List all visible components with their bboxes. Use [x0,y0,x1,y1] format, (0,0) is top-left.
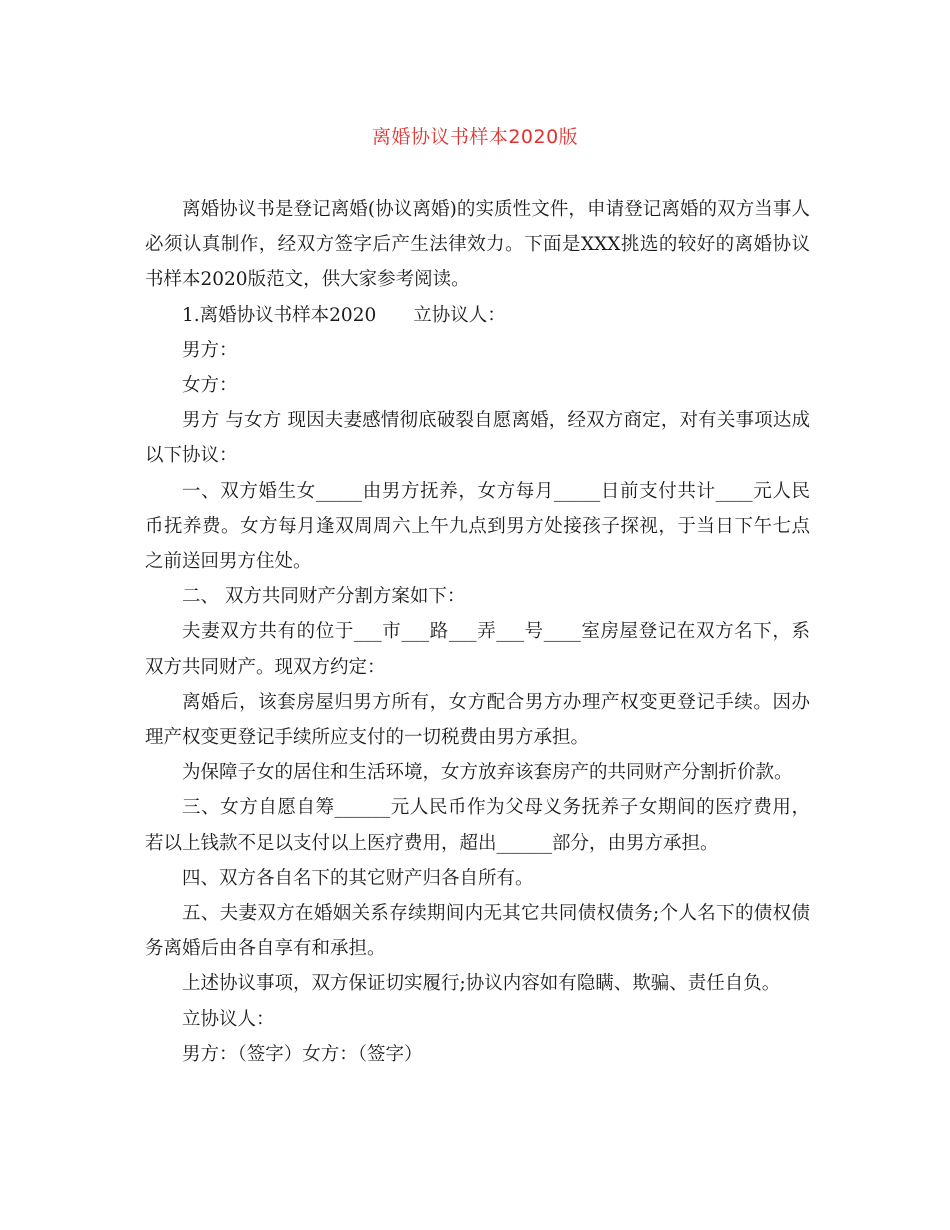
paragraph-guarantee: 上述协议事项，双方保证切实履行;协议内容如有隐瞒、欺骗、责任自负。 [182,973,781,995]
paragraph-clause-5: 五、夫妻双方在婚姻关系存续期间内无其它共同债权债务;个人名下的债权债务离婚后由各自享有和承担。 [145,903,810,960]
paragraph-signatories: 立协议人： [182,1008,275,1030]
paragraph-agreement-preamble: 男方 与女方 现因夫妻感情彻底破裂自愿离婚，经双方商定，对有关事项达成以下协议： [145,410,810,467]
paragraph-clause-4: 四、双方各自名下的其它财产归各自所有。 [182,867,534,889]
paragraph-clause-1: 一、双方婚生女_____由男方抚养，女方每月_____日前支付共计____元人民币抚养费。女方每月逢双周周六上午九点到男方处接孩子探视，于当日下午七点之前送回男方住处。 [145,480,810,573]
paragraph-clause-3: 三、女方自愿自筹______元人民币作为父母义务抚养子女期间的医疗费用，若以上钱款不足以支付以上医疗费用，超出______部分，由男方承担。 [145,797,810,854]
paragraph-intro: 离婚协议书是登记离婚(协议离婚)的实质性文件，申请登记离婚的双方当事人必须认真制作，经双方签字后产生法律效力。下面是XXX挑选的较好的离婚协议书样本2020版范文，供大家参考阅读。 [145,199,810,291]
paragraph-male-party: 男方： [182,339,238,361]
paragraph-section-heading: 1.离婚协议书样本2020 立协议人： [182,304,506,326]
paragraph-signature-line: 男方：（签字）女方：（签字） [182,1043,423,1065]
paragraph-property-waiver: 为保障子女的居住和生活环境，女方放弃该套房产的共同财产分割折价款。 [182,762,793,784]
paragraph-property-ownership: 离婚后，该套房屋归男方所有，女方配合男方办理产权变更登记手续。因办理产权变更登记手续所应支付的一切税费由男方承担。 [145,691,810,749]
paragraph-clause-2: 二、 双方共同财产分割方案如下： [182,586,466,608]
paragraph-female-party: 女方： [182,375,238,397]
page-title: 离婚协议书样本2020版 [371,126,579,148]
paragraph-property-location: 夫妻双方共有的位于___市___路___弄___号____室房屋登记在双方名下，系双方共同财产。现双方约定： [145,621,810,678]
document-body [145,192,810,1072]
